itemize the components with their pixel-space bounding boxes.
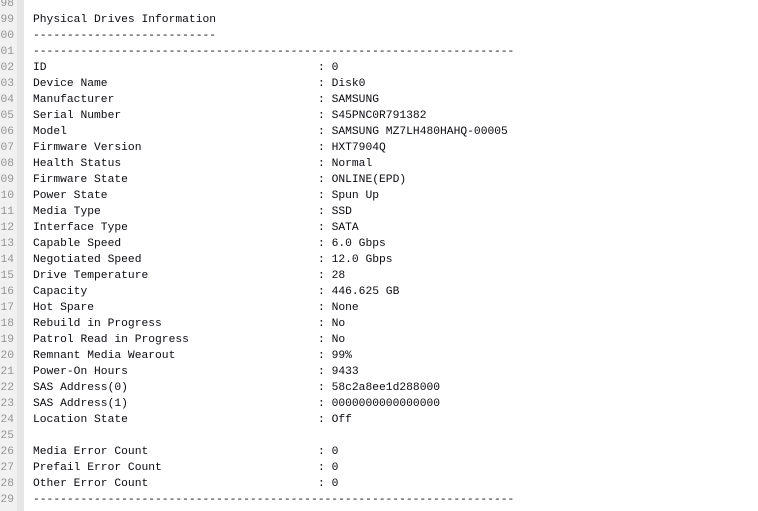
field-value: 28: [331, 270, 346, 282]
line-number: 19: [0, 334, 14, 346]
editor-line: [0, 12, 758, 28]
line-number: 05: [0, 110, 14, 122]
editor-line: [0, 140, 758, 156]
report-title: Physical Drives Information: [33, 14, 217, 26]
field-colon: :: [318, 110, 332, 122]
line-number: 27: [0, 462, 14, 474]
field-row: [33, 188, 379, 204]
field-label: ID: [33, 62, 47, 74]
editor-line: [0, 44, 758, 60]
field-colon: :: [318, 254, 332, 266]
editor-line: [0, 172, 758, 188]
editor-line: [0, 396, 758, 412]
line-number: 98: [0, 0, 14, 10]
field-row: [33, 476, 338, 492]
field-value: Normal: [331, 158, 373, 170]
field-colon: :: [318, 366, 332, 378]
editor-line: [0, 0, 758, 12]
field-row: [33, 460, 338, 476]
field-label: Manufacturer: [33, 94, 115, 106]
field-label: Prefail Error Count: [33, 462, 162, 474]
line-number: 01: [0, 46, 14, 58]
field-value: SAMSUNG: [331, 94, 380, 106]
field-row: [33, 76, 365, 92]
line-number: 03: [0, 78, 14, 90]
editor-line: [0, 460, 758, 476]
editor-line: [0, 188, 758, 204]
field-colon: :: [318, 238, 332, 250]
editor-line: [0, 60, 758, 76]
field-row: [33, 172, 406, 188]
field-colon: :: [318, 142, 332, 154]
line-number: 08: [0, 158, 14, 170]
editor-line: [0, 92, 758, 108]
field-row: [33, 284, 399, 300]
field-colon: :: [318, 286, 332, 298]
field-label: SAS Address(1): [33, 398, 128, 410]
editor-line: [0, 492, 758, 508]
field-value: Spun Up: [331, 190, 380, 202]
field-row: [33, 236, 386, 252]
field-value: HXT7904Q: [331, 142, 386, 154]
line-number: 26: [0, 446, 14, 458]
field-value: ONLINE(EPD): [331, 174, 407, 186]
field-colon: :: [318, 414, 332, 426]
field-colon: :: [318, 190, 332, 202]
title-underline: ---------------------------: [33, 30, 217, 42]
field-value: SATA: [331, 222, 359, 234]
field-row: [33, 316, 345, 332]
field-value: 9433: [331, 366, 359, 378]
field-row: [33, 412, 352, 428]
field-label: Capable Speed: [33, 238, 122, 250]
field-label: SAS Address(0): [33, 382, 128, 394]
editor-line: [0, 76, 758, 92]
field-label: Media Error Count: [33, 446, 149, 458]
line-number: 02: [0, 62, 14, 74]
line-number: 25: [0, 430, 14, 442]
field-label: Other Error Count: [33, 478, 149, 490]
field-row: [33, 380, 440, 396]
field-label: Rebuild in Progress: [33, 318, 162, 330]
field-value: 6.0 Gbps: [331, 238, 386, 250]
field-row: [33, 332, 345, 348]
section-separator: -----------------------------------------------------------------------: [33, 494, 515, 506]
field-value: 58c2a8ee1d288000: [331, 382, 441, 394]
field-value: No: [331, 318, 346, 330]
editor-line: [0, 444, 758, 460]
line-number: 29: [0, 494, 14, 506]
line-number: 24: [0, 414, 14, 426]
field-value: 0: [331, 62, 339, 74]
editor-line: [0, 220, 758, 236]
field-row: [33, 300, 359, 316]
field-colon: :: [318, 62, 332, 74]
editor-line: [0, 28, 758, 44]
field-colon: :: [318, 174, 332, 186]
field-colon: :: [318, 462, 332, 474]
line-number: 22: [0, 382, 14, 394]
line-number: 00: [0, 30, 14, 42]
editor-line: [0, 156, 758, 172]
field-value: None: [331, 302, 359, 314]
line-number: 21: [0, 366, 14, 378]
editor-line: [0, 204, 758, 220]
field-value: 99%: [331, 350, 352, 362]
field-row: [33, 444, 338, 460]
editor-line: [0, 108, 758, 124]
field-label: Firmware Version: [33, 142, 142, 154]
field-colon: :: [318, 318, 332, 330]
field-colon: :: [318, 126, 332, 138]
line-number: 13: [0, 238, 14, 250]
editor-line: [0, 236, 758, 252]
field-row: [33, 268, 345, 284]
field-label: Media Type: [33, 206, 101, 218]
field-label: Negotiated Speed: [33, 254, 142, 266]
field-label: Firmware State: [33, 174, 128, 186]
field-label: Capacity: [33, 286, 88, 298]
field-label: Hot Spare: [33, 302, 95, 314]
field-value: 0: [331, 478, 339, 490]
editor-line: [0, 380, 758, 396]
field-label: Drive Temperature: [33, 270, 149, 282]
field-colon: :: [318, 206, 332, 218]
field-value: Disk0: [331, 78, 366, 90]
field-value: 446.625 GB: [331, 286, 400, 298]
field-label: Serial Number: [33, 110, 122, 122]
field-colon: :: [318, 222, 332, 234]
line-number: 15: [0, 270, 14, 282]
line-number: 17: [0, 302, 14, 314]
field-colon: :: [318, 382, 332, 394]
field-colon: :: [318, 302, 332, 314]
editor-line: [0, 284, 758, 300]
editor-line: [0, 124, 758, 140]
field-row: [33, 396, 440, 412]
field-value: SSD: [331, 206, 352, 218]
field-value: 12.0 Gbps: [331, 254, 393, 266]
field-colon: :: [318, 270, 332, 282]
field-label: Health Status: [33, 158, 122, 170]
field-row: [33, 220, 359, 236]
field-row: [33, 204, 352, 220]
field-value: 0: [331, 446, 339, 458]
field-label: Power State: [33, 190, 108, 202]
editor-line: [0, 364, 758, 380]
editor-line: [0, 316, 758, 332]
line-number: 16: [0, 286, 14, 298]
line-number: 99: [0, 14, 14, 26]
field-colon: :: [318, 350, 332, 362]
field-label: Device Name: [33, 78, 108, 90]
field-row: [33, 156, 372, 172]
field-colon: :: [318, 446, 332, 458]
editor-line: [0, 412, 758, 428]
field-colon: :: [318, 478, 332, 490]
field-row: [33, 348, 352, 364]
line-number: 04: [0, 94, 14, 106]
field-row: [33, 60, 338, 76]
field-label: Interface Type: [33, 222, 128, 234]
line-number: 12: [0, 222, 14, 234]
line-number: 09: [0, 174, 14, 186]
line-number: 18: [0, 318, 14, 330]
field-label: Power-On Hours: [33, 366, 128, 378]
field-row: [33, 124, 508, 140]
line-number: 11: [0, 206, 14, 218]
editor-line: [0, 428, 758, 444]
editor-line: [0, 476, 758, 492]
line-number: 23: [0, 398, 14, 410]
field-row: [33, 364, 359, 380]
field-label: Model: [33, 126, 67, 138]
field-value: 0000000000000000: [331, 398, 441, 410]
line-number: 14: [0, 254, 14, 266]
line-number: 06: [0, 126, 14, 138]
field-value: 0: [331, 462, 339, 474]
editor-line: [0, 348, 758, 364]
field-label: Patrol Read in Progress: [33, 334, 189, 346]
editor-line: [0, 268, 758, 284]
editor-line: [0, 252, 758, 268]
line-number: 07: [0, 142, 14, 154]
section-separator: -----------------------------------------------------------------------: [33, 46, 515, 58]
editor-line: [0, 300, 758, 316]
field-value: No: [331, 334, 346, 346]
field-value: SAMSUNG MZ7LH480HAHQ-00005: [331, 126, 508, 138]
field-colon: :: [318, 78, 332, 90]
field-value: S45PNC0R791382: [331, 110, 427, 122]
field-row: [33, 252, 393, 268]
field-colon: :: [318, 398, 332, 410]
field-row: [33, 140, 386, 156]
editor-line: [0, 332, 758, 348]
line-number: 20: [0, 350, 14, 362]
field-colon: :: [318, 334, 332, 346]
field-colon: :: [318, 158, 332, 170]
field-colon: :: [318, 94, 332, 106]
field-row: [33, 108, 426, 124]
field-label: Location State: [33, 414, 128, 426]
field-value: Off: [331, 414, 352, 426]
line-number: 10: [0, 190, 14, 202]
field-row: [33, 92, 379, 108]
field-label: Remnant Media Wearout: [33, 350, 176, 362]
line-number: 28: [0, 478, 14, 490]
